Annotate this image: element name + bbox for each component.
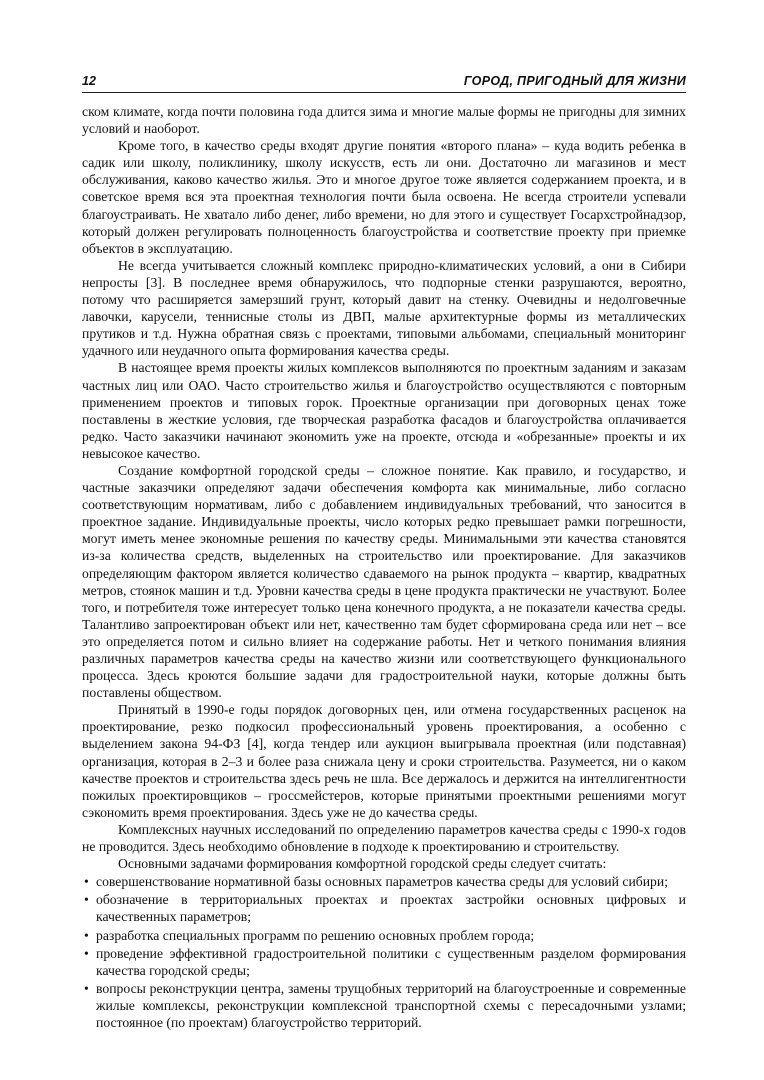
page-body — [82, 103, 686, 1031]
tasks-list — [82, 873, 686, 1031]
list-item: • разработка специальных программ по решению основных проблем города; — [82, 927, 686, 944]
paragraph: Создание комфортной городской среды – сложное понятие. Как правило, и государство, и частные заказчики определяют задачи обеспечения комфорта как минимальные, либо согласно соответствующим нормативам, либо с добавлением индивидуальных требований, что заносится в проектное задание. Индивидуальные проекты, число которых редко превышает рамки погрешности, могут иметь менее экономные решения по качеству среды. Минимальными эти качества становятся из-за количества средств, выделенных на строительство или проектирование. Для заказчиков определяющим фактором является количество сдаваемого на рынок продукта – квартир, квадратных метров, стоянок машин и т.д. Уровни качества среды в цене продукта практически не участвуют. Более того, и потребителя тоже интересует только цена конечного продукта, а не показатели качества среды. Талантливо запроектирован объект или нет, качественно там будет сформирована среда или нет – все это определяется потом и сильно влияет на содержание работы. Нет и четкого понимания влияния различных параметров качества среды на качество жизни или соответствующего функционального процесса. Здесь кроются большие задачи для градостроительной науки, которые должны быть поставлены обществом. — [82, 462, 686, 701]
paragraph: Не всегда учитывается сложный комплекс природно-климатических условий, а они в Сибири непросты [3]. В последнее время обнаружилось, что подпорные стенки разрушаются, вероятно, потому что расширяется замерзший грунт, который давит на стенку. Очевидны и недолговечные лавочки, карусели, теннисные столы из ДВП, малые архитектурные формы из металлических прутиков и т.д. Нужна обратная связь с проектами, типовыми альбомами, специальный мониторинг удачного или неудачного опыта формирования качества среды. — [82, 257, 686, 359]
paragraph: В настоящее время проекты жилых комплексов выполняются по проектным заданиям и заказам частных лиц или ОАО. Часто строительство жилья и благоустройство осуществляются с повторным применением проектов и типовых горок. Проектные организации при договорных ценах тоже поставлены в жесткие условия, где творческая разработка фасадов и благоустройства оплачивается редко. Часто заказчики начинают экономить уже на проекте, отсюда и «обрезанные» проекты и их невысокое качество. — [82, 360, 686, 461]
paragraph: Кроме того, в качество среды входят другие понятия «второго плана» – куда водить ребенка в садик или школу, поликлинику, школу искусств, есть ли они. Достаточно ли магазинов и мест обслуживания, каково качество жилья. Это и многое другое тоже является содержанием проекта, и в советское время вся эта проектная технология почти была освоена. Не всегда строители успевали благоустраивать. Не хватало либо денег, либо времени, но для этого и существует Госархстройнадзор, который должен регулировать полноценность благоустройства и соответствие проекту при приемке объектов в эксплуатацию. — [82, 138, 686, 256]
paragraph-continuation: ском климате, когда почти половина года длится зима и многие малые формы не пригодны для зимних условий и наоборот. — [82, 104, 686, 137]
list-item: • вопросы реконструкции центра, замены трущобных территорий на благоустроенные и современные жилые комплексы, реконструкции комплексной транспортной схемы с пересадочными узлами; постоянное (по проектам) благоустройство территорий. — [82, 980, 686, 1031]
list-intro: Основными задачами формирования комфортной городской среды следует считать: — [118, 856, 607, 872]
paragraph: Принятый в 1990-е годы порядок договорных цен, или отмена государственных расценок на проектирование, резко подкосил профессиональный уровень проектирования, а особенно с выделением закона 94-ФЗ [4], когда тендер или аукцион выигрывала проектная (или подставная) организация, которая в 2–3 и более раза снижала цену и сроки строительства. Разумеется, ни о каком качестве проектов и строительства здесь речь не шла. Все держалось и держится на интеллигентности пожилых проектировщиков – гроссмейстеров, которые принятыми проектными решениями могут сэкономить время проектирования. Здесь уже не до качества среды. — [82, 702, 686, 820]
running-title: ГОРОД, ПРИГОДНЫЙ ДЛЯ ЖИЗНИ — [463, 74, 686, 88]
list-item: • обозначение в территориальных проектах и проектах застройки основных цифровых и качественных параметров; — [82, 891, 686, 925]
page-number: 12 — [82, 74, 96, 88]
list-item: • совершенствование нормативной базы основных параметров качества среды для условий сибири; — [82, 873, 686, 890]
paragraph: Комплексных научных исследований по определению параметров качества среды с 1990-х годов не проводится. Здесь необходимо обновление в подходе к проектированию и строительству. — [82, 821, 686, 855]
list-item: • проведение эффективной градостроительной политики с существенным разделом формирования качества городской среды; — [82, 945, 686, 979]
page-header — [82, 68, 686, 93]
